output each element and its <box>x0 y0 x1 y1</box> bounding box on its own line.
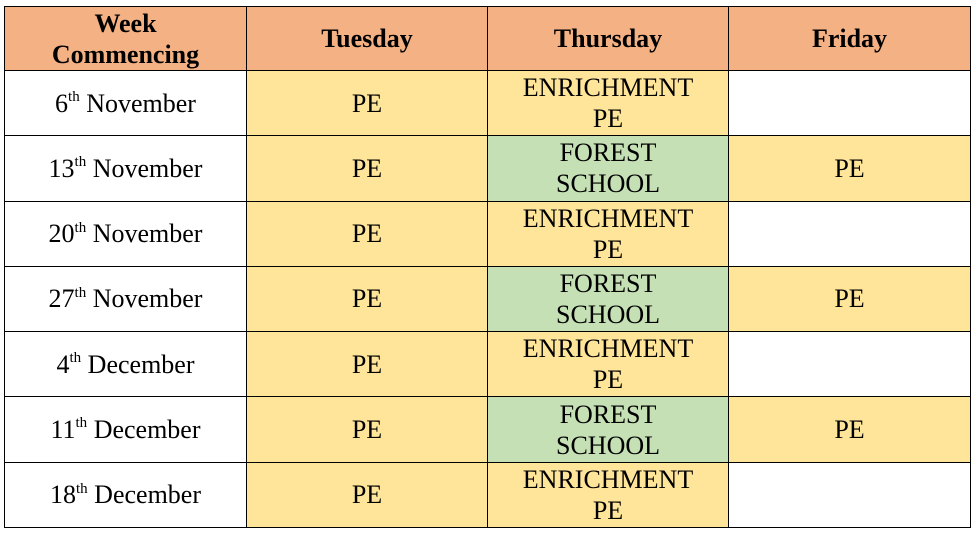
week-day-ordinal-suffix: th <box>74 154 87 171</box>
header-week-commencing <box>5 7 247 71</box>
week-day-number: 27 <box>48 284 75 314</box>
header-week-commencing-label: Week Commencing <box>51 8 200 69</box>
week-month: November <box>86 219 203 249</box>
week-day-number: 11 <box>50 415 76 445</box>
tuesday-activity: PE <box>351 349 383 379</box>
tuesday-activity: PE <box>351 284 383 314</box>
week-day-ordinal-suffix: th <box>68 88 80 105</box>
tuesday-cell <box>247 266 488 331</box>
tuesday-activity: PE <box>351 153 383 183</box>
header-friday <box>729 7 971 71</box>
header-thursday <box>488 7 729 71</box>
tuesday-cell <box>247 71 488 136</box>
table-row <box>5 266 971 331</box>
table-row <box>5 136 971 201</box>
header-tuesday <box>247 7 488 71</box>
header-row <box>5 7 971 71</box>
week-commencing-cell <box>5 136 247 201</box>
tuesday-activity: PE <box>351 480 383 510</box>
table-row <box>5 462 971 527</box>
thursday-activity: ENRICHMENT PE <box>522 73 694 134</box>
table-row <box>5 397 971 462</box>
tuesday-activity: PE <box>351 219 383 249</box>
week-day-number: 13 <box>48 153 75 183</box>
week-day-number: 6 <box>55 88 69 118</box>
week-day-ordinal-suffix: th <box>75 415 88 432</box>
header-thursday-label: Thursday <box>553 24 663 53</box>
week-day-ordinal-suffix: th <box>74 284 87 301</box>
thursday-cell <box>488 71 729 136</box>
thursday-activity: FOREST SCHOOL <box>555 399 660 460</box>
week-day-ordinal-suffix: th <box>74 219 87 236</box>
week-month: November <box>86 284 203 314</box>
friday-cell <box>729 136 971 201</box>
friday-activity: PE <box>834 415 865 445</box>
schedule-body <box>5 71 971 528</box>
week-day-number: 18 <box>50 480 76 510</box>
tuesday-cell <box>247 462 488 527</box>
tuesday-cell <box>247 332 488 397</box>
friday-cell <box>729 266 971 331</box>
tuesday-activity: PE <box>351 415 383 445</box>
thursday-cell <box>488 397 729 462</box>
week-commencing-cell <box>5 397 247 462</box>
week-day-ordinal-suffix: th <box>69 350 82 367</box>
table-row <box>5 201 971 266</box>
thursday-activity: FOREST SCHOOL <box>555 138 660 199</box>
friday-cell <box>729 332 971 397</box>
week-day-number: 20 <box>48 219 75 249</box>
week-commencing-cell <box>5 462 247 527</box>
week-month: November <box>86 153 203 183</box>
header-tuesday-label: Tuesday <box>321 24 413 53</box>
tuesday-cell <box>247 397 488 462</box>
tuesday-activity: PE <box>351 88 383 118</box>
week-commencing-cell <box>5 266 247 331</box>
week-month: December <box>81 349 195 379</box>
week-month: December <box>87 480 201 510</box>
table-row <box>5 71 971 136</box>
friday-cell <box>729 462 971 527</box>
week-day-number: 4 <box>56 349 70 379</box>
thursday-cell <box>488 462 729 527</box>
week-commencing-cell <box>5 201 247 266</box>
friday-cell <box>729 201 971 266</box>
header-friday-label: Friday <box>811 24 888 53</box>
tuesday-cell <box>247 136 488 201</box>
week-commencing-cell <box>5 71 247 136</box>
thursday-cell <box>488 201 729 266</box>
week-month: December <box>87 415 201 445</box>
thursday-activity: ENRICHMENT PE <box>522 203 694 264</box>
thursday-cell <box>488 332 729 397</box>
friday-cell <box>729 71 971 136</box>
thursday-cell <box>488 136 729 201</box>
week-day-ordinal-suffix: th <box>76 480 88 497</box>
week-month: November <box>79 88 196 118</box>
week-commencing-cell <box>5 332 247 397</box>
schedule-table <box>4 6 971 528</box>
thursday-cell <box>488 266 729 331</box>
tuesday-cell <box>247 201 488 266</box>
friday-cell <box>729 397 971 462</box>
thursday-activity: ENRICHMENT PE <box>522 464 694 525</box>
friday-activity: PE <box>834 153 865 183</box>
thursday-activity: ENRICHMENT PE <box>522 334 694 395</box>
table-row <box>5 332 971 397</box>
thursday-activity: FOREST SCHOOL <box>555 268 660 329</box>
friday-activity: PE <box>834 284 865 314</box>
